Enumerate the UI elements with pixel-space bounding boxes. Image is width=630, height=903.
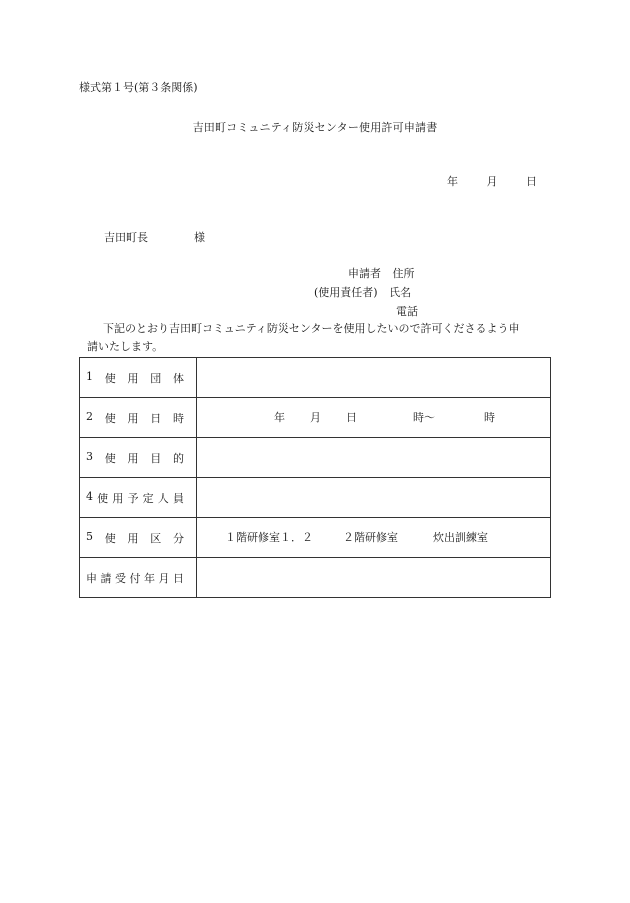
- applicant-address-row: [348, 267, 415, 281]
- address-label: 住所: [392, 267, 415, 280]
- date-line: [447, 175, 537, 189]
- datetime-from: 時～: [413, 411, 435, 424]
- datetime-month: 月: [310, 411, 321, 424]
- row-label-cell: [80, 518, 197, 558]
- table-row: [80, 518, 551, 558]
- receipt-date-field[interactable]: [197, 558, 551, 598]
- date-year-label: 年: [447, 175, 458, 188]
- row-label-char: 4: [86, 489, 93, 503]
- addressee-honorific: 様: [194, 231, 205, 244]
- category-option-2[interactable]: ２階研修室: [343, 531, 398, 544]
- row-label-cell: [80, 478, 197, 518]
- name-label: 氏名: [389, 286, 412, 299]
- table-row: [80, 398, 551, 438]
- table-row: [80, 358, 551, 398]
- row-label-char: 的: [173, 451, 184, 465]
- row-label-char: 5: [86, 529, 93, 543]
- row-label-char: 予: [127, 491, 139, 505]
- row-label-char: 使: [104, 531, 116, 545]
- group-name-field[interactable]: [197, 358, 551, 398]
- row-label-char: 月: [158, 571, 170, 585]
- row-label-char: 受: [115, 571, 126, 585]
- row-label-char: 区: [150, 531, 162, 545]
- row-label-char: 日: [150, 411, 162, 425]
- row-label-char: 定: [142, 491, 154, 505]
- addressee: [104, 231, 205, 245]
- row-label-char: 2: [86, 409, 93, 423]
- row-label-char: 使: [104, 371, 116, 385]
- row-label-cell: [80, 358, 197, 398]
- applicant-phone-row: [396, 305, 418, 319]
- row-label-char: 使: [104, 411, 116, 425]
- row-label-char: 団: [150, 371, 162, 385]
- row-label-char: 用: [127, 451, 139, 465]
- body-text-line1: 下記のとおり吉田町コミュニティ防災センターを使用したいので許可くださるよう申: [103, 322, 520, 335]
- row-label-char: 体: [173, 371, 184, 385]
- row-label-char: 3: [86, 449, 93, 463]
- row-label-char: 員: [172, 491, 184, 505]
- row-label-cell: [80, 438, 197, 478]
- body-text-line2: 請いたします。: [87, 340, 164, 353]
- applicant-label: 申請者: [348, 267, 381, 280]
- row-label: [86, 370, 184, 386]
- row-label: [86, 530, 184, 546]
- row-label: [86, 490, 184, 506]
- purpose-field[interactable]: [197, 438, 551, 478]
- row-label-char: 使: [97, 491, 109, 505]
- row-label-cell: [80, 398, 197, 438]
- row-label-char: 用: [127, 371, 139, 385]
- row-label-char: 付: [129, 571, 141, 585]
- row-label-char: 請: [100, 571, 112, 585]
- usage-category-field[interactable]: [197, 518, 551, 558]
- row-label-char: 申: [86, 571, 97, 585]
- table-row: [80, 438, 551, 478]
- application-table: [79, 357, 551, 598]
- document-title: 吉田町コミュニティ防災センター使用許可申請書: [192, 121, 438, 134]
- row-label: [86, 410, 184, 426]
- form-number: 様式第１号(第３条関係): [79, 81, 198, 94]
- usage-datetime-field[interactable]: [197, 398, 551, 438]
- row-label-char: 用: [112, 491, 124, 505]
- row-label-char: 1: [86, 369, 93, 383]
- row-label-char: 年: [144, 571, 155, 585]
- datetime-year: 年: [274, 411, 285, 424]
- attendees-field[interactable]: [197, 478, 551, 518]
- category-option-3[interactable]: 炊出訓練室: [433, 531, 488, 544]
- datetime-day: 日: [346, 411, 357, 424]
- datetime-to: 時: [484, 411, 495, 424]
- row-label-char: 時: [173, 411, 184, 425]
- date-day-label: 日: [526, 175, 537, 188]
- row-label: [86, 570, 184, 586]
- row-label-cell: [80, 558, 197, 598]
- date-month-label: 月: [486, 175, 498, 188]
- row-label-char: 用: [127, 531, 139, 545]
- row-label: [86, 450, 184, 466]
- row-label-char: 日: [173, 571, 184, 585]
- table-row: [80, 558, 551, 598]
- row-label-char: 目: [150, 451, 162, 465]
- addressee-name: 吉田町長: [104, 231, 148, 244]
- row-label-char: 用: [127, 411, 139, 425]
- phone-label: 電話: [396, 305, 418, 318]
- responsible-label: (使用責任者): [314, 286, 378, 299]
- category-option-1[interactable]: １階研修室１．２: [225, 531, 313, 544]
- table-row: [80, 478, 551, 518]
- row-label-char: 分: [173, 531, 184, 545]
- applicant-name-row: [314, 286, 411, 300]
- row-label-char: 使: [104, 451, 116, 465]
- row-label-char: 人: [157, 491, 169, 505]
